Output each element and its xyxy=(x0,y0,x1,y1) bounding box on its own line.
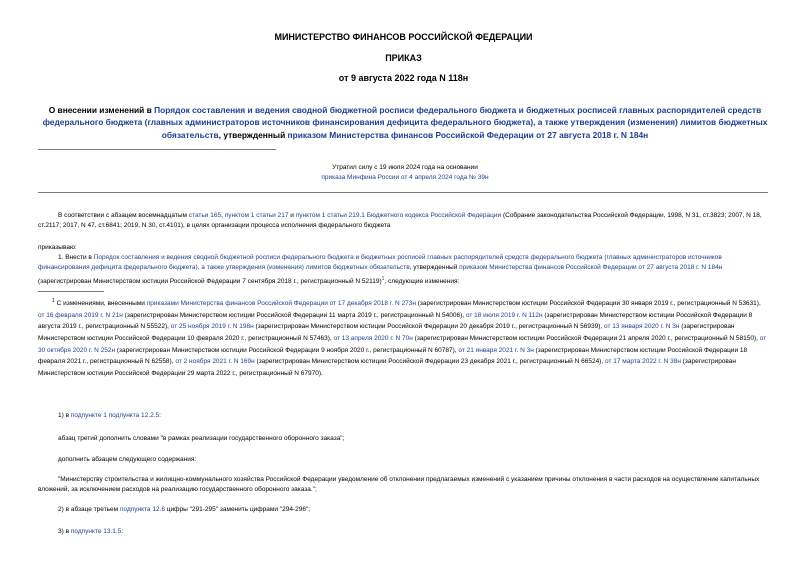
footnote-link-273n[interactable]: приказами Министерства финансов Российской Федерации от 17 декабря 2018 г. N 273н xyxy=(146,300,416,308)
item-1-paragraph: 1. Внести в Порядок составления и ведения сводной бюджетной росписи федерального бюджета и бюджетных росписей главных распорядителей средств федерального бюджета (главных администраторов источников финансирования дефицита федерального бюджета), а также утверждения (изменения) лимитов бюджетных обязательств, утвержденный приказом Министерства финансов Российской Федерации от 27 августа 2018 г. N 184н (зарегистрирован Министерством юстиции Российской Федерации 7 сентября 2018 г., регистрационный N 52119)$^1$, следующие изменения: xyxy=(38,254,723,285)
subitem-1-link[interactable]: подпункте 1 подпункта 12.2.5 xyxy=(70,412,160,419)
subitem-1: 1) в подпункте 1 подпункта 12.2.5: xyxy=(58,412,161,419)
footnote-paragraph: $^1$ С изменениями, внесенными приказами Министерства финансов Российской Федерации от 17 декабря 2018 г. N 273н (зарегистрирован Министерством юстиции Российской Федерации 30 января 2019 г., регистрационный N 53631), от 16 февраля 2019 г. N 21н (зарегистрирован Министерством юстиции Российской Федерации 11 марта 2019 г., регистрационный N 54006), от 18 июля 2019 г. N 112н (зарегистрирован Министерством юстиции Российской Федерации 8 августа 2019 г., регистрационный N 55522), от 25 ноября 2019 г. N 198н (зарегистрирован Министерством юстиции Российской Федерации 20 декабря 2019 г., регистрационный N 56939), от 13 января 2020 г. N 3н (зарегистрирован Министерством юстиции Российской Федерации 10 февраля 2020 г., регистрационный N 57463), от 13 апреля 2020 г. N 70н (зарегистрирован Министерством юстиции Российской Федерации 21 апреля 2020 г., регистрационный N 58150), от 30 октября 2020 г. N 252н (зарегистрирован Министерством юстиции Российской Федерации 9 ноября 2020 г., регистрационный N 60787), от 21 января 2021 г. N 3н (зарегистрирован Министерством юстиции Российской Федерации 18 февраля 2021 г., регистрационный N 62558), от 2 ноября 2021 г. N 169н (зарегистрирован Министерством юстиции Российской Федерации 23 декабря 2021 г., регистрационный N 66524), от 17 марта 2022 г. N 38н (зарегистрирован Министерством юстиции Российской Федерации 29 марта 2022 г., регистрационный N 67970). xyxy=(38,298,767,377)
preamble-paragraph: В соответствии с абзацем восемнадцатым статьи 165, пунктом 1 статьи 217 и пунктом 1 статьи 219.1 Бюджетного кодекса Российской Федерации (Собрание законодательства Российской Федерации, 1998, N 31, ст.3823; 2007, N 18, ст.2117; 2017, N 47, ст.6841; 2019, N 30, ст.4101), в целях организации процесса исполнения федерального бюджета xyxy=(38,212,762,230)
footnote-link-169n[interactable]: от 2 ноября 2021 г. N 169н xyxy=(175,358,255,366)
footnote-link-3n-2021[interactable]: от 21 января 2021 г. N 3н xyxy=(458,346,534,354)
footnote-marker: 1 xyxy=(52,298,55,304)
status-note-link[interactable]: приказа Минфина России от 4 апреля 2024 года № 39н xyxy=(321,174,489,182)
title-link-procedure[interactable]: Порядок составления и ведения сводной бюджетной росписи федерального бюджета и бюджетных росписей главных распорядителей средств федерального бюджета (главных администраторов источников финансирования дефицита федерального бюджета), а также утверждения (изменения) лимитов бюджетных обязательств xyxy=(42,105,768,140)
link-budget-code[interactable]: пунктом 1 статьи 219.1 Бюджетного кодекса Российской Федерации xyxy=(295,212,502,219)
doc-type-heading: ПРИКАЗ xyxy=(385,53,422,63)
status-note-text: Утратил силу с 19 июля 2024 года на основании xyxy=(332,164,478,171)
title-middle: , утвержденный xyxy=(218,129,288,140)
footnote-link-198n[interactable]: от 25 ноября 2019 г. N 198н xyxy=(170,323,254,331)
status-note xyxy=(230,163,580,184)
quoted-paragraph: "Министерству строительства и жилищно-коммунального хозяйства Российской Федерации уведомление об отклонении предлагаемых изменений с указанием причины отклонения в части расходов на осуществление капитальных вложений, за исключением расходов на реализацию государственного оборонного заказа."; xyxy=(38,476,760,494)
subitem-2: 2) в абзаце третьем подпункта 12.6 цифры "291-295" заменить цифрами "294-296"; xyxy=(58,506,311,513)
paragraph-b: дополнить абзацем следующего содержания: xyxy=(58,456,197,463)
date-number-heading: от 9 августа 2022 года N 118н xyxy=(338,73,469,83)
footnote-link-112n[interactable]: от 18 июля 2019 г. N 112н xyxy=(465,311,543,319)
footnote-link-21n[interactable]: от 16 февраля 2019 г. N 21н xyxy=(38,311,123,319)
subitem-3: 3) в подпункте 13.1.5: xyxy=(58,528,124,535)
footnote-link-252n[interactable]: от 30 октября 2020 г. N 252н xyxy=(38,334,767,354)
ministry-heading: МИНИСТЕРСТВО ФИНАНСОВ РОССИЙСКОЙ ФЕДЕРАЦИИ xyxy=(274,32,533,42)
document-title xyxy=(42,104,768,141)
item-1-link-procedure[interactable]: Порядок составления и ведения сводной бюджетной росписи федерального бюджета и бюджетных росписей главных распорядителей средств федерального бюджета (главных администраторов источников финансирования дефицита федерального бюджета), а также утверждения (изменения) лимитов бюджетных обязательств xyxy=(38,254,722,272)
title-prefix: О внесении изменений в xyxy=(48,105,155,115)
subitem-3-link[interactable]: подпункте 13.1.5 xyxy=(70,528,122,535)
order-word: приказываю: xyxy=(38,244,77,251)
title-link-order[interactable]: приказом Министерства финансов Российской Федерации от 27 августа 2018 г. N 184н xyxy=(287,129,649,140)
subitem-2-link[interactable]: подпункта 12.6 xyxy=(119,506,165,513)
item-1-link-order[interactable]: приказом Министерства финансов Российской Федерации от 27 августа 2018 г. N 184н xyxy=(459,264,723,272)
footnote-link-3n-2020[interactable]: от 13 января 2020 г. N 3н xyxy=(604,323,680,331)
footnote-link-70n[interactable]: от 13 апреля 2020 г. N 70н xyxy=(333,334,413,342)
title-rule xyxy=(38,149,276,150)
footnote-rule xyxy=(38,291,104,292)
link-article-165[interactable]: статьи 165 xyxy=(188,212,222,219)
paragraph-a: абзац третий дополнить словами "в рамках реализации государственного оборонного заказа"; xyxy=(58,435,345,442)
link-article-217[interactable]: пунктом 1 статьи 217 xyxy=(224,212,289,219)
footnote-link-38n[interactable]: от 17 марта 2022 г. N 38н xyxy=(604,358,681,366)
footnote-ref[interactable]: 1 xyxy=(381,275,385,282)
separator-rule xyxy=(38,192,768,193)
